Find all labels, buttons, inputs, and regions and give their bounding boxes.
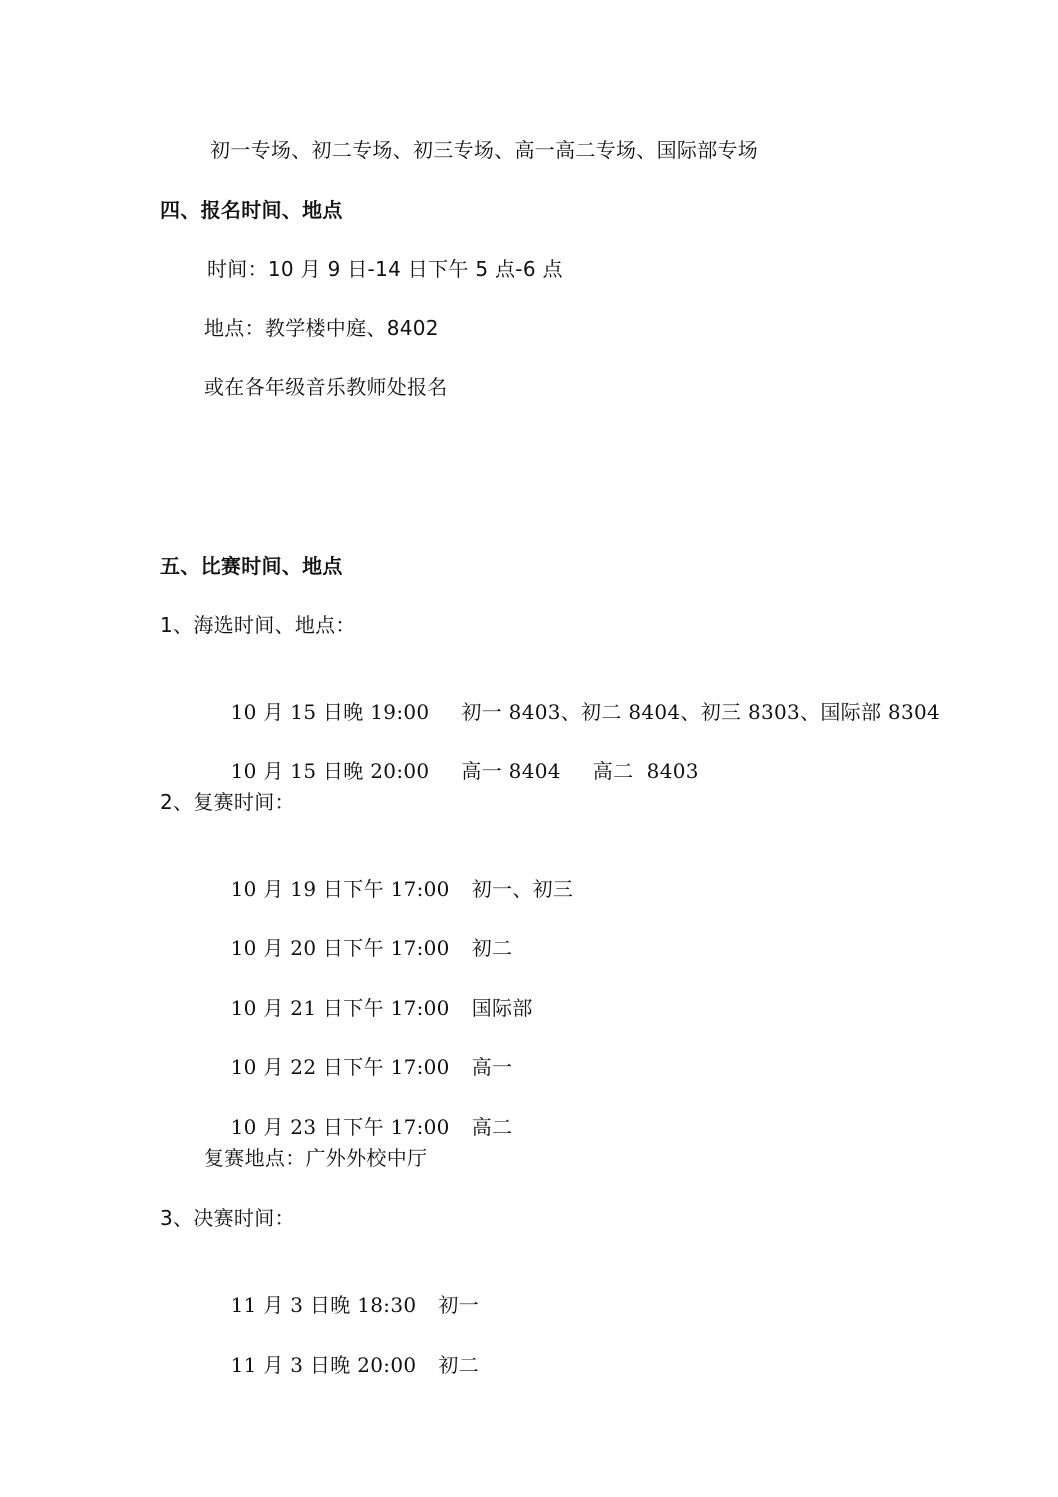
registration-alternative: 或在各年级音乐教师处报名 [204, 375, 448, 399]
final-group: 初二 [438, 1353, 479, 1377]
audition-heading: 1、海选时间、地点： [160, 613, 356, 637]
semifinal-time: 10 月 22 日下午 17:00 [230, 1055, 450, 1079]
semifinal-group: 高一 [471, 1055, 513, 1079]
section-4-heading: 四、报名时间、地点 [160, 198, 343, 222]
audition-time: 10 月 15 日晚 19:00 [230, 700, 430, 724]
section-5-heading: 五、比赛时间、地点 [160, 554, 343, 578]
final-group: 初一 [438, 1293, 479, 1317]
final-time: 11 月 3 日晚 20:00 [230, 1353, 417, 1377]
audition-detail: 高二 8403 [592, 759, 699, 783]
audition-detail: 高一 8404 [461, 759, 561, 783]
registration-place: 地点：教学楼中庭、8402 [204, 316, 439, 340]
final-heading: 3、决赛时间： [160, 1206, 295, 1230]
semifinal-group: 初一、初三 [471, 877, 574, 901]
final-time: 11 月 3 日晚 18:30 [230, 1293, 417, 1317]
registration-time: 时间：10 月 9 日-14 日下午 5 点-6 点 [207, 257, 563, 281]
semifinal-time: 10 月 21 日下午 17:00 [230, 996, 450, 1020]
semifinal-place: 复赛地点：广外外校中厅 [204, 1146, 428, 1170]
categories-line: 初一专场、初二专场、初三专场、高一高二专场、国际部专场 [210, 138, 759, 162]
semifinal-time: 10 月 20 日下午 17:00 [230, 936, 450, 960]
semifinal-time: 10 月 19 日下午 17:00 [230, 877, 450, 901]
audition-time: 10 月 15 日晚 20:00 [230, 759, 430, 783]
semifinal-group: 高二 [471, 1115, 513, 1139]
audition-detail: 初一 8403、初二 8404、初三 8303、国际部 8304 [461, 700, 941, 724]
semifinal-group: 初二 [471, 936, 513, 960]
semifinal-group: 国际部 [471, 996, 533, 1020]
semifinal-heading: 2、复赛时间： [160, 790, 295, 814]
final-row [204, 1323, 479, 1407]
semifinal-time: 10 月 23 日下午 17:00 [230, 1115, 450, 1139]
